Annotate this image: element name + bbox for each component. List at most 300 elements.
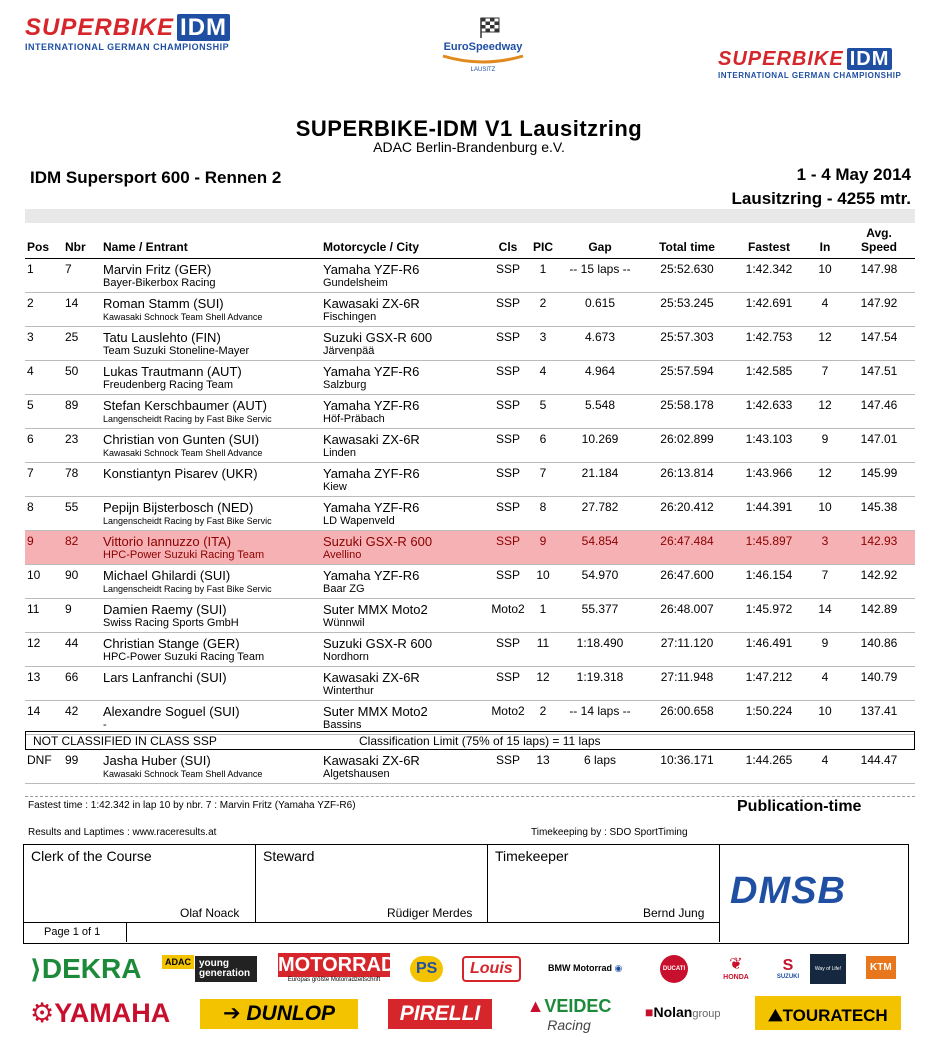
cell-name-primary: Konstiantyn Pisarev (UKR) — [103, 466, 258, 481]
cell-name — [101, 531, 321, 565]
cell-moto — [321, 293, 487, 327]
cell-cls: SSP — [487, 565, 529, 599]
separator-bar — [25, 209, 915, 223]
cell-pic: 1 — [529, 599, 557, 633]
clerk-name: Olaf Noack — [180, 906, 240, 920]
cell-total: 26:00.658 — [643, 701, 731, 735]
cell-moto — [321, 667, 487, 701]
cell-total: 25:52.630 — [643, 259, 731, 293]
cell-total: 25:53.245 — [643, 293, 731, 327]
cell-name-secondary: Kawasaki Schnock Team Shell Advance — [103, 769, 263, 779]
cell-pic: 11 — [529, 633, 557, 667]
cell-name-primary: Lars Lanfranchi (SUI) — [103, 670, 227, 685]
motorrad-logo: MOTORRAD Europas größte Motorradzeitschrift — [278, 954, 396, 983]
touratech-mountain-icon: ⛰ — [768, 1006, 783, 1025]
table-row — [25, 259, 915, 293]
cell-name-secondary: Kawasaki Schnock Team Shell Advance — [103, 448, 263, 458]
cell-total: 27:11.120 — [643, 633, 731, 667]
cell-name-primary: Pepijn Bijsterbosch (NED) — [103, 500, 254, 515]
divider — [126, 922, 127, 942]
cell-speed: 145.99 — [843, 463, 915, 497]
cell-fastest: 1:44.265 — [731, 750, 807, 784]
cell-gap: 5.548 — [557, 395, 643, 429]
cell-total: 27:11.948 — [643, 667, 731, 701]
cell-gap: 21.184 — [557, 463, 643, 497]
cell-fastest: 1:43.103 — [731, 429, 807, 463]
cell-total: 25:57.594 — [643, 361, 731, 395]
cell-moto-primary: Yamaha YZF-R6 — [323, 262, 420, 277]
cell-in: 9 — [807, 633, 843, 667]
cell-name-primary: Roman Stamm (SUI) — [103, 296, 224, 311]
touratech-logo: ⛰TOURATECH — [755, 996, 901, 1030]
cell-nbr: 90 — [63, 565, 101, 599]
cell-speed: 147.92 — [843, 293, 915, 327]
cell-pos: 11 — [25, 599, 63, 633]
cell-moto-secondary: Winterthur — [323, 685, 374, 697]
checkered-flag-icon — [463, 16, 503, 38]
cell-name — [101, 259, 321, 293]
cell-name-primary: Tatu Lauslehto (FIN) — [103, 330, 221, 345]
page-title: SUPERBIKE-IDM V1 Lausitzring — [295, 116, 643, 141]
cell-name — [101, 361, 321, 395]
cell-pos: 12 — [25, 633, 63, 667]
cell-name-secondary: Langenscheidt Racing by Fast Bike Servic — [103, 414, 272, 424]
cell-in: 7 — [807, 361, 843, 395]
cell-name — [101, 293, 321, 327]
cell-total: 26:20.412 — [643, 497, 731, 531]
cell-nbr: 14 — [63, 293, 101, 327]
table-row — [25, 361, 915, 395]
cell-total: 26:02.899 — [643, 429, 731, 463]
table-row — [25, 599, 915, 633]
young-generation-logo: young generation — [195, 956, 257, 982]
cell-moto-primary: Kawasaki ZX-6R — [323, 432, 420, 447]
cell-name-primary: Michael Ghilardi (SUI) — [103, 568, 231, 583]
cell-pic: 12 — [529, 667, 557, 701]
cell-nbr: 9 — [63, 599, 101, 633]
organizer: ADAC Berlin-Brandenburg e.V. — [373, 139, 565, 155]
page-number: Page 1 of 1 — [44, 926, 101, 938]
cell-fastest: 1:46.154 — [731, 565, 807, 599]
bmw-motorrad-logo: BMW Motorrad ◉ — [548, 963, 623, 973]
col-pos: Pos — [25, 226, 63, 259]
cell-pic: 5 — [529, 395, 557, 429]
cell-speed: 147.98 — [843, 259, 915, 293]
cell-gap: 54.970 — [557, 565, 643, 599]
cell-nbr: 99 — [63, 750, 101, 784]
cell-cls: SSP — [487, 633, 529, 667]
cell-nbr: 78 — [63, 463, 101, 497]
cell-name — [101, 565, 321, 599]
race-name: IDM Supersport 600 - Rennen 2 — [30, 168, 282, 187]
col-nbr: Nbr — [63, 226, 101, 259]
cell-speed: 145.38 — [843, 497, 915, 531]
dunlop-logo: ➔ DUNLOP — [200, 999, 358, 1029]
honda-wing-icon: ❦ — [729, 956, 743, 973]
cell-pos: 14 — [25, 701, 63, 735]
cell-fastest: 1:42.342 — [731, 259, 807, 293]
cell-cls: SSP — [487, 531, 529, 565]
cell-speed: 140.86 — [843, 633, 915, 667]
dmsb-logo: DMSB — [730, 870, 846, 912]
results-url: Results and Laptimes : www.raceresults.at — [28, 827, 217, 838]
cell-moto-secondary: Höf-Präbach — [323, 413, 385, 425]
cell-moto — [321, 327, 487, 361]
cell-in: 7 — [807, 565, 843, 599]
cell-speed: 147.54 — [843, 327, 915, 361]
cell-gap: 0.615 — [557, 293, 643, 327]
cell-in: 4 — [807, 750, 843, 784]
cell-name — [101, 429, 321, 463]
cell-moto — [321, 701, 487, 735]
cell-in: 10 — [807, 701, 843, 735]
cell-gap: 1:19.318 — [557, 667, 643, 701]
cell-pos: 5 — [25, 395, 63, 429]
cell-gap: 4.964 — [557, 361, 643, 395]
cell-name — [101, 327, 321, 361]
table-row — [25, 750, 915, 784]
cell-fastest: 1:44.391 — [731, 497, 807, 531]
cell-pos: 3 — [25, 327, 63, 361]
cell-moto — [321, 497, 487, 531]
cell-total: 26:47.484 — [643, 531, 731, 565]
cell-moto-primary: Kawasaki ZX-6R — [323, 753, 420, 768]
cell-pic: 13 — [529, 750, 557, 784]
cell-in: 3 — [807, 531, 843, 565]
table-row — [25, 395, 915, 429]
cell-total: 26:13.814 — [643, 463, 731, 497]
cell-name-primary: Alexandre Soguel (SUI) — [103, 704, 240, 719]
cell-moto — [321, 565, 487, 599]
cell-cls: SSP — [487, 259, 529, 293]
cell-nbr: 25 — [63, 327, 101, 361]
not-classified-label: NOT CLASSIFIED IN CLASS SSP — [33, 734, 217, 748]
cell-moto-secondary: Baar ZG — [323, 583, 365, 595]
cell-moto-secondary: Gundelsheim — [323, 277, 388, 289]
dekra-logo: ⟩DEKRA — [30, 953, 142, 984]
cell-cls: SSP — [487, 497, 529, 531]
cell-nbr: 44 — [63, 633, 101, 667]
cell-in: 10 — [807, 497, 843, 531]
cell-moto-secondary: Fischingen — [323, 311, 377, 323]
divider — [487, 844, 488, 922]
cell-name — [101, 497, 321, 531]
cell-moto-primary: Suzuki GSX-R 600 — [323, 330, 433, 345]
cell-gap: -- 14 laps -- — [557, 701, 643, 735]
cell-moto — [321, 395, 487, 429]
cell-cls: SSP — [487, 395, 529, 429]
cell-pos: 2 — [25, 293, 63, 327]
cell-name — [101, 750, 321, 784]
veidec-logo: ▲VEIDEC Racing — [526, 996, 612, 1033]
yamaha-logo: ⚙YAMAHA — [30, 998, 171, 1028]
superbike-idm-logo-right: SUPERBIKE IDM INTERNATIONAL GERMAN CHAMPIONSHIP — [718, 48, 902, 80]
table-row — [25, 701, 915, 735]
cell-pos: 8 — [25, 497, 63, 531]
cell-moto-primary: Suzuki GSX-R 600 — [323, 534, 433, 549]
cell-pic: 2 — [529, 293, 557, 327]
table-row — [25, 565, 915, 599]
cell-moto — [321, 750, 487, 784]
cell-name — [101, 395, 321, 429]
cell-cls: Moto2 — [487, 701, 529, 735]
cell-name-secondary: HPC-Power Suzuki Racing Team — [103, 549, 265, 561]
col-pic: PIC — [529, 226, 557, 259]
cell-pic: 2 — [529, 701, 557, 735]
cell-gap: -- 15 laps -- — [557, 259, 643, 293]
way-of-life-logo: Way of Life! — [810, 954, 846, 984]
cell-fastest: 1:42.691 — [731, 293, 807, 327]
cell-nbr: 55 — [63, 497, 101, 531]
cell-moto-primary: Yamaha YZF-R6 — [323, 398, 420, 413]
cell-total: 26:47.600 — [643, 565, 731, 599]
cell-total: 25:58.178 — [643, 395, 731, 429]
veidec-triangle-icon: ▲ — [526, 996, 545, 1016]
cell-name — [101, 667, 321, 701]
cell-in: 14 — [807, 599, 843, 633]
results-body — [25, 259, 915, 735]
cell-cls: SSP — [487, 750, 529, 784]
cell-in: 4 — [807, 293, 843, 327]
cell-moto-primary: Yamaha ZYF-R6 — [323, 466, 420, 481]
cell-name — [101, 463, 321, 497]
nolan-square-icon: ■ — [645, 1004, 654, 1020]
col-gap: Gap — [557, 226, 643, 259]
steward-name: Rüdiger Merdes — [387, 906, 473, 920]
louis-logo: Louis — [462, 956, 521, 982]
col-name: Name / Entrant — [101, 226, 321, 259]
cell-moto — [321, 633, 487, 667]
cell-moto-secondary: Algetshausen — [323, 768, 390, 780]
superbike-idm-logo-left: SUPERBIKE IDM INTERNATIONAL GERMAN CHAMPIONSHIP — [25, 14, 230, 52]
cell-in: 4 — [807, 667, 843, 701]
honda-logo: ❦ HONDA — [714, 956, 758, 981]
cell-pos: 13 — [25, 667, 63, 701]
cell-speed: 142.93 — [843, 531, 915, 565]
timekeeping-note: Timekeeping by : SDO SportTiming — [531, 827, 688, 838]
divider — [23, 922, 720, 923]
table-row — [25, 667, 915, 701]
table-header-row — [25, 226, 915, 259]
cell-name-secondary: HPC-Power Suzuki Racing Team — [103, 651, 265, 663]
cell-in: 9 — [807, 429, 843, 463]
cell-moto-primary: Yamaha YZF-R6 — [323, 500, 420, 515]
dekra-mark-icon: ⟩ — [30, 954, 42, 984]
table-row — [25, 633, 915, 667]
cell-name-secondary: - — [103, 719, 107, 731]
cell-name-secondary: Team Suzuki Stoneline-Mayer — [103, 345, 250, 357]
cell-fastest: 1:42.753 — [731, 327, 807, 361]
clerk-label: Clerk of the Course — [31, 848, 152, 864]
cell-gap: 1:18.490 — [557, 633, 643, 667]
cell-in: 10 — [807, 259, 843, 293]
ducati-logo: DUCATI — [660, 955, 688, 983]
cell-moto — [321, 361, 487, 395]
cell-name-primary: Vittorio Iannuzzo (ITA) — [103, 534, 232, 549]
steward-label: Steward — [263, 848, 315, 864]
cell-name-secondary: Langenscheidt Racing by Fast Bike Servic — [103, 516, 272, 526]
cell-name-primary: Christian von Gunten (SUI) — [103, 432, 260, 447]
classification-limit: Classification Limit (75% of 15 laps) = 11 laps — [359, 734, 601, 748]
col-speed: Avg. Speed — [843, 226, 915, 259]
ps-logo: PS — [410, 956, 443, 982]
cell-pic: 3 — [529, 327, 557, 361]
ktm-logo: KTM — [866, 956, 896, 979]
cell-fastest: 1:43.966 — [731, 463, 807, 497]
cell-moto-primary: Yamaha YZF-R6 — [323, 364, 420, 379]
cell-moto-secondary: Wünnwil — [323, 617, 365, 629]
dunlop-arrow-icon: ➔ — [222, 1002, 241, 1025]
cell-moto-secondary: LD Wapenveld — [323, 515, 395, 527]
cell-moto-secondary: Järvenpää — [323, 345, 375, 357]
cell-pic: 9 — [529, 531, 557, 565]
cell-name-primary: Jasha Huber (SUI) — [103, 753, 211, 768]
cell-name-secondary: Langenscheidt Racing by Fast Bike Servic — [103, 584, 272, 594]
divider — [719, 844, 720, 942]
cell-moto — [321, 531, 487, 565]
cell-name-primary: Marvin Fritz (GER) — [103, 262, 212, 277]
table-row — [25, 293, 915, 327]
cell-moto-primary: Suter MMX Moto2 — [323, 704, 428, 719]
pirelli-logo: PIRELLI — [388, 999, 492, 1029]
cell-total: 10:36.171 — [643, 750, 731, 784]
cell-speed: 142.92 — [843, 565, 915, 599]
cell-pos: 4 — [25, 361, 63, 395]
cell-moto-primary: Yamaha YZF-R6 — [323, 568, 420, 583]
cell-gap: 27.782 — [557, 497, 643, 531]
cell-total: 25:57.303 — [643, 327, 731, 361]
cell-name-secondary: Freudenberg Racing Team — [103, 379, 234, 391]
cell-moto-secondary: Kiew — [323, 481, 347, 493]
cell-fastest: 1:47.212 — [731, 667, 807, 701]
cell-name-primary: Lukas Trautmann (AUT) — [103, 364, 242, 379]
cell-speed: 147.46 — [843, 395, 915, 429]
not-classified-banner — [25, 731, 915, 750]
cell-cls: SSP — [487, 361, 529, 395]
cell-moto-secondary: Linden — [323, 447, 357, 459]
cell-fastest: 1:45.972 — [731, 599, 807, 633]
dnf-table — [25, 750, 915, 784]
cell-moto-primary: Suter MMX Moto2 — [323, 602, 428, 617]
publication-time: Publication-time — [737, 798, 862, 815]
cell-speed: 147.01 — [843, 429, 915, 463]
col-in: In — [807, 226, 843, 259]
cell-pos: DNF — [25, 750, 63, 784]
cell-fastest: 1:50.224 — [731, 701, 807, 735]
table-row — [25, 497, 915, 531]
cell-pic: 7 — [529, 463, 557, 497]
cell-gap: 54.854 — [557, 531, 643, 565]
cell-pic: 1 — [529, 259, 557, 293]
cell-moto-primary: Kawasaki ZX-6R — [323, 670, 420, 685]
cell-speed: 147.51 — [843, 361, 915, 395]
cell-moto-secondary: Nordhorn — [323, 651, 369, 663]
cell-speed: 142.89 — [843, 599, 915, 633]
cell-pos: 6 — [25, 429, 63, 463]
cell-gap: 6 laps — [557, 750, 643, 784]
cell-fastest: 1:45.897 — [731, 531, 807, 565]
cell-cls: SSP — [487, 667, 529, 701]
cell-moto — [321, 599, 487, 633]
cell-name-primary: Christian Stange (GER) — [103, 636, 240, 651]
timekeeper-label: Timekeeper — [495, 848, 569, 864]
col-total: Total time — [643, 226, 731, 259]
cell-gap: 4.673 — [557, 327, 643, 361]
footer-divider — [25, 796, 915, 797]
bmw-roundel-icon: ◉ — [614, 963, 623, 973]
cell-nbr: 42 — [63, 701, 101, 735]
cell-fastest: 1:42.585 — [731, 361, 807, 395]
cell-in: 12 — [807, 395, 843, 429]
yamaha-tuning-fork-icon: ⚙ — [30, 998, 55, 1028]
cell-speed: 144.47 — [843, 750, 915, 784]
cell-moto-primary: Kawasaki ZX-6R — [323, 296, 420, 311]
col-fastest: Fastest — [731, 226, 807, 259]
cell-nbr: 7 — [63, 259, 101, 293]
cell-moto — [321, 463, 487, 497]
cell-moto-secondary: Bassins — [323, 719, 362, 731]
cell-name-secondary: Kawasaki Schnock Team Shell Advance — [103, 312, 263, 322]
cell-name — [101, 633, 321, 667]
cell-fastest: 1:46.491 — [731, 633, 807, 667]
cell-pic: 8 — [529, 497, 557, 531]
cell-pic: 4 — [529, 361, 557, 395]
timekeeper-name: Bernd Jung — [643, 906, 705, 920]
col-cls: Cls — [487, 226, 529, 259]
cell-name-secondary: Bayer-Bikerbox Racing — [103, 277, 216, 289]
cell-pos: 7 — [25, 463, 63, 497]
sponsor-strip — [0, 950, 938, 1050]
cell-gap: 55.377 — [557, 599, 643, 633]
cell-moto-secondary: Salzburg — [323, 379, 367, 391]
cell-total: 26:48.007 — [643, 599, 731, 633]
table-row — [25, 429, 915, 463]
cell-speed: 140.79 — [843, 667, 915, 701]
fastest-time-note: Fastest time : 1:42.342 in lap 10 by nbr. 7 : Marvin Fritz (Yamaha YZF-R6) — [28, 800, 356, 811]
cell-nbr: 82 — [63, 531, 101, 565]
cell-moto — [321, 259, 487, 293]
cell-in: 12 — [807, 327, 843, 361]
cell-nbr: 50 — [63, 361, 101, 395]
cell-nbr: 66 — [63, 667, 101, 701]
cell-moto-primary: Suzuki GSX-R 600 — [323, 636, 433, 651]
cell-pos: 9 — [25, 531, 63, 565]
cell-moto — [321, 429, 487, 463]
cell-cls: Moto2 — [487, 599, 529, 633]
cell-fastest: 1:42.633 — [731, 395, 807, 429]
col-moto: Motorcycle / City — [321, 226, 487, 259]
race-date: 1 - 4 May 2014 — [796, 165, 911, 184]
cell-speed: 137.41 — [843, 701, 915, 735]
adac-logo: ADAC — [162, 955, 194, 969]
results-table — [25, 226, 915, 735]
cell-cls: SSP — [487, 327, 529, 361]
divider — [255, 844, 256, 922]
cell-nbr: 89 — [63, 395, 101, 429]
suzuki-s-icon: S — [782, 957, 794, 974]
cell-cls: SSP — [487, 293, 529, 327]
table-row — [25, 327, 915, 361]
cell-gap: 10.269 — [557, 429, 643, 463]
cell-nbr: 23 — [63, 429, 101, 463]
cell-cls: SSP — [487, 463, 529, 497]
cell-pos: 1 — [25, 259, 63, 293]
cell-in: 12 — [807, 463, 843, 497]
table-row — [25, 463, 915, 497]
nolan-logo: ■Nolangroup — [645, 1004, 721, 1020]
suzuki-logo: S SUZUKI — [772, 958, 804, 980]
cell-name-primary: Stefan Kerschbaumer (AUT) — [103, 398, 268, 413]
